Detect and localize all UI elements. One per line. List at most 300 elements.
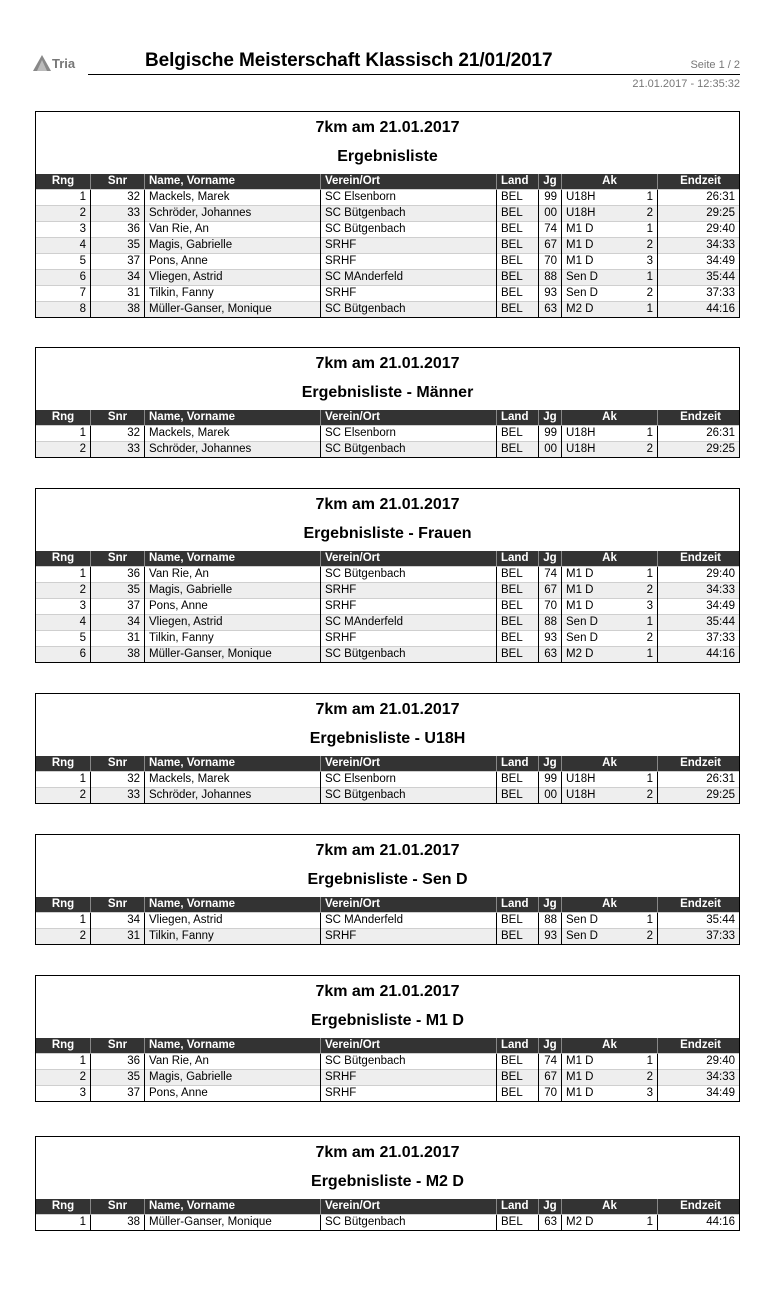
- cell-verein: SC MAnderfeld: [321, 913, 497, 929]
- table-row: [36, 286, 739, 302]
- cell-endzeit: 37:33: [658, 631, 740, 647]
- cell-snr: 35: [91, 1070, 145, 1086]
- age-class-rank: 1: [646, 568, 653, 580]
- cell-land: BEL: [497, 302, 539, 318]
- triangle-logo-icon: [33, 55, 51, 71]
- column-header-rng: Rng: [36, 1199, 91, 1215]
- cell-land: BEL: [497, 222, 539, 238]
- block-header: [36, 112, 739, 174]
- results-table: [36, 1038, 739, 1101]
- cell-land: BEL: [497, 286, 539, 302]
- cell-snr: 31: [91, 929, 145, 945]
- column-header-name: Name, Vorname: [145, 1199, 321, 1215]
- column-header-land: Land: [497, 410, 539, 426]
- cell-rng: 1: [36, 913, 91, 929]
- age-class: U18H: [566, 789, 596, 801]
- age-class: M1 D: [566, 1087, 594, 1099]
- tria-logo: [33, 54, 79, 74]
- column-header-jg: Jg: [539, 897, 562, 913]
- cell-name: Van Rie, An: [145, 222, 321, 238]
- cell-name: Magis, Gabrielle: [145, 583, 321, 599]
- column-header-ak: Ak: [562, 1038, 658, 1054]
- column-header-endzeit: Endzeit: [658, 1199, 740, 1215]
- cell-rng: 1: [36, 772, 91, 788]
- cell-snr: 38: [91, 647, 145, 663]
- table-header-row: [36, 1199, 739, 1215]
- cell-land: BEL: [497, 631, 539, 647]
- cell-name: Schröder, Johannes: [145, 442, 321, 458]
- cell-jg: 99: [539, 426, 562, 442]
- column-header-jg: Jg: [539, 756, 562, 772]
- age-class-rank: 3: [646, 600, 653, 612]
- cell-endzeit: 35:44: [658, 913, 740, 929]
- age-class: M1 D: [566, 255, 594, 267]
- cell-snr: 36: [91, 222, 145, 238]
- cell-name: Vliegen, Astrid: [145, 913, 321, 929]
- cell-ak: [562, 206, 658, 222]
- block-header: [36, 694, 739, 756]
- cell-jg: 93: [539, 929, 562, 945]
- list-title: Ergebnisliste: [337, 148, 438, 165]
- cell-snr: 33: [91, 206, 145, 222]
- table-row: [36, 1215, 739, 1231]
- cell-rng: 4: [36, 238, 91, 254]
- cell-rng: 7: [36, 286, 91, 302]
- table-row: [36, 190, 739, 206]
- list-title: Ergebnisliste - Frauen: [303, 525, 472, 542]
- column-header-endzeit: Endzeit: [658, 897, 740, 913]
- age-class: U18H: [566, 207, 596, 219]
- cell-land: BEL: [497, 1215, 539, 1231]
- cell-endzeit: 29:25: [658, 442, 740, 458]
- race-title: 7km am 21.01.2017: [315, 701, 460, 718]
- age-class: M2 D: [566, 1216, 594, 1228]
- age-class-rank: 2: [646, 207, 653, 219]
- age-class-rank: 2: [646, 584, 653, 596]
- result-block: [35, 834, 740, 945]
- cell-ak: [562, 254, 658, 270]
- result-block: [35, 347, 740, 458]
- age-class: M2 D: [566, 648, 594, 660]
- age-class: M1 D: [566, 1055, 594, 1067]
- cell-rng: 3: [36, 599, 91, 615]
- cell-land: BEL: [497, 1070, 539, 1086]
- cell-rng: 1: [36, 190, 91, 206]
- cell-name: Pons, Anne: [145, 1086, 321, 1102]
- age-class: Sen D: [566, 287, 598, 299]
- cell-jg: 74: [539, 567, 562, 583]
- cell-snr: 36: [91, 1054, 145, 1070]
- column-header-name: Name, Vorname: [145, 1038, 321, 1054]
- cell-endzeit: 29:25: [658, 788, 740, 804]
- cell-jg: 63: [539, 647, 562, 663]
- cell-jg: 70: [539, 599, 562, 615]
- cell-verein: SC Elsenborn: [321, 190, 497, 206]
- cell-snr: 31: [91, 631, 145, 647]
- column-header-land: Land: [497, 897, 539, 913]
- cell-endzeit: 37:33: [658, 929, 740, 945]
- cell-land: BEL: [497, 190, 539, 206]
- cell-ak: [562, 567, 658, 583]
- cell-endzeit: 26:31: [658, 772, 740, 788]
- column-header-jg: Jg: [539, 174, 562, 190]
- cell-ak: [562, 772, 658, 788]
- age-class: M1 D: [566, 239, 594, 251]
- column-header-land: Land: [497, 174, 539, 190]
- cell-endzeit: 44:16: [658, 1215, 740, 1231]
- cell-name: Schröder, Johannes: [145, 788, 321, 804]
- table-row: [36, 615, 739, 631]
- cell-ak: [562, 913, 658, 929]
- cell-snr: 37: [91, 254, 145, 270]
- cell-verein: SC Bütgenbach: [321, 206, 497, 222]
- cell-land: BEL: [497, 913, 539, 929]
- column-header-snr: Snr: [91, 1038, 145, 1054]
- table-row: [36, 426, 739, 442]
- cell-endzeit: 34:49: [658, 599, 740, 615]
- cell-jg: 00: [539, 206, 562, 222]
- cell-rng: 4: [36, 615, 91, 631]
- cell-endzeit: 34:49: [658, 1086, 740, 1102]
- cell-land: BEL: [497, 647, 539, 663]
- table-row: [36, 442, 739, 458]
- cell-snr: 31: [91, 286, 145, 302]
- block-header: [36, 1137, 739, 1199]
- list-title: Ergebnisliste - U18H: [309, 730, 466, 747]
- cell-name: Van Rie, An: [145, 1054, 321, 1070]
- table-row: [36, 1054, 739, 1070]
- cell-land: BEL: [497, 270, 539, 286]
- table-row: [36, 631, 739, 647]
- cell-snr: 34: [91, 615, 145, 631]
- page-header: [33, 44, 740, 92]
- cell-ak: [562, 426, 658, 442]
- cell-name: Pons, Anne: [145, 254, 321, 270]
- cell-verein: SC Bütgenbach: [321, 222, 497, 238]
- document-title: Belgische Meisterschaft Klassisch 21/01/2017: [145, 50, 553, 71]
- cell-verein: SRHF: [321, 1070, 497, 1086]
- column-header-endzeit: Endzeit: [658, 410, 740, 426]
- age-class: Sen D: [566, 616, 598, 628]
- cell-verein: SRHF: [321, 599, 497, 615]
- column-header-rng: Rng: [36, 551, 91, 567]
- cell-ak: [562, 1070, 658, 1086]
- cell-rng: 8: [36, 302, 91, 318]
- cell-verein: SC Bütgenbach: [321, 442, 497, 458]
- column-header-snr: Snr: [91, 174, 145, 190]
- cell-name: Mackels, Marek: [145, 190, 321, 206]
- column-header-ak: Ak: [562, 1199, 658, 1215]
- table-row: [36, 206, 739, 222]
- cell-ak: [562, 647, 658, 663]
- cell-jg: 67: [539, 583, 562, 599]
- column-header-rng: Rng: [36, 756, 91, 772]
- cell-verein: SRHF: [321, 238, 497, 254]
- cell-rng: 5: [36, 254, 91, 270]
- column-header-name: Name, Vorname: [145, 551, 321, 567]
- cell-rng: 2: [36, 1070, 91, 1086]
- column-header-ak: Ak: [562, 756, 658, 772]
- table-row: [36, 913, 739, 929]
- cell-verein: SC MAnderfeld: [321, 270, 497, 286]
- cell-endzeit: 29:40: [658, 1054, 740, 1070]
- table-row: [36, 647, 739, 663]
- table-row: [36, 270, 739, 286]
- cell-rng: 1: [36, 1054, 91, 1070]
- cell-snr: 34: [91, 913, 145, 929]
- column-header-snr: Snr: [91, 410, 145, 426]
- column-header-snr: Snr: [91, 897, 145, 913]
- cell-endzeit: 34:33: [658, 1070, 740, 1086]
- cell-name: Mackels, Marek: [145, 772, 321, 788]
- cell-name: Mackels, Marek: [145, 426, 321, 442]
- cell-name: Pons, Anne: [145, 599, 321, 615]
- age-class-rank: 1: [646, 191, 653, 203]
- list-title: Ergebnisliste - Männer: [301, 384, 474, 401]
- table-header-row: [36, 1038, 739, 1054]
- cell-verein: SC Elsenborn: [321, 426, 497, 442]
- age-class-rank: 1: [646, 1055, 653, 1067]
- cell-snr: 32: [91, 426, 145, 442]
- list-title: Ergebnisliste - Sen D: [307, 871, 468, 888]
- table-row: [36, 1086, 739, 1102]
- results-table: [36, 551, 739, 662]
- column-header-rng: Rng: [36, 410, 91, 426]
- race-title: 7km am 21.01.2017: [315, 842, 460, 859]
- results-table: [36, 410, 739, 457]
- cell-endzeit: 26:31: [658, 190, 740, 206]
- cell-jg: 99: [539, 190, 562, 206]
- age-class-rank: 3: [646, 255, 653, 267]
- results-table: [36, 897, 739, 944]
- column-header-ak: Ak: [562, 410, 658, 426]
- cell-endzeit: 29:25: [658, 206, 740, 222]
- cell-ak: [562, 1086, 658, 1102]
- block-header: [36, 976, 739, 1038]
- cell-verein: SC Bütgenbach: [321, 1054, 497, 1070]
- table-row: [36, 567, 739, 583]
- age-class: M1 D: [566, 223, 594, 235]
- cell-ak: [562, 222, 658, 238]
- cell-jg: 00: [539, 788, 562, 804]
- column-header-ak: Ak: [562, 551, 658, 567]
- cell-rng: 2: [36, 206, 91, 222]
- age-class-rank: 2: [646, 443, 653, 455]
- age-class-rank: 1: [646, 773, 653, 785]
- column-header-land: Land: [497, 1199, 539, 1215]
- table-row: [36, 788, 739, 804]
- age-class-rank: 2: [646, 239, 653, 251]
- age-class-rank: 1: [646, 223, 653, 235]
- cell-land: BEL: [497, 206, 539, 222]
- cell-verein: SRHF: [321, 929, 497, 945]
- cell-verein: SRHF: [321, 631, 497, 647]
- table-header-row: [36, 756, 739, 772]
- cell-land: BEL: [497, 442, 539, 458]
- cell-ak: [562, 302, 658, 318]
- cell-endzeit: 29:40: [658, 222, 740, 238]
- cell-snr: 37: [91, 1086, 145, 1102]
- cell-endzeit: 35:44: [658, 615, 740, 631]
- cell-name: Tilkin, Fanny: [145, 929, 321, 945]
- cell-verein: SRHF: [321, 286, 497, 302]
- age-class-rank: 2: [646, 1071, 653, 1083]
- results-table: [36, 756, 739, 803]
- cell-name: Müller-Ganser, Monique: [145, 302, 321, 318]
- age-class: Sen D: [566, 632, 598, 644]
- cell-verein: SC Bütgenbach: [321, 302, 497, 318]
- cell-verein: SC Bütgenbach: [321, 567, 497, 583]
- column-header-snr: Snr: [91, 551, 145, 567]
- age-class-rank: 1: [646, 427, 653, 439]
- table-row: [36, 583, 739, 599]
- result-block: [35, 693, 740, 804]
- age-class-rank: 2: [646, 632, 653, 644]
- cell-ak: [562, 1215, 658, 1231]
- age-class: M1 D: [566, 600, 594, 612]
- table-row: [36, 222, 739, 238]
- age-class-rank: 1: [646, 914, 653, 926]
- cell-snr: 38: [91, 1215, 145, 1231]
- race-title: 7km am 21.01.2017: [315, 496, 460, 513]
- cell-land: BEL: [497, 583, 539, 599]
- cell-endzeit: 44:16: [658, 302, 740, 318]
- cell-jg: 93: [539, 286, 562, 302]
- cell-name: Schröder, Johannes: [145, 206, 321, 222]
- column-header-rng: Rng: [36, 174, 91, 190]
- cell-ak: [562, 442, 658, 458]
- results-table: [36, 174, 739, 317]
- age-class-rank: 1: [646, 616, 653, 628]
- header-divider: [88, 74, 740, 75]
- cell-endzeit: 26:31: [658, 426, 740, 442]
- cell-endzeit: 34:33: [658, 238, 740, 254]
- age-class: Sen D: [566, 914, 598, 926]
- cell-jg: 74: [539, 1054, 562, 1070]
- column-header-jg: Jg: [539, 410, 562, 426]
- cell-name: Vliegen, Astrid: [145, 270, 321, 286]
- cell-jg: 70: [539, 1086, 562, 1102]
- table-row: [36, 1070, 739, 1086]
- cell-land: BEL: [497, 238, 539, 254]
- age-class: U18H: [566, 427, 596, 439]
- column-header-verein: Verein/Ort: [321, 1038, 497, 1054]
- cell-jg: 70: [539, 254, 562, 270]
- cell-land: BEL: [497, 1054, 539, 1070]
- block-header: [36, 348, 739, 410]
- column-header-ak: Ak: [562, 174, 658, 190]
- cell-land: BEL: [497, 929, 539, 945]
- cell-jg: 63: [539, 1215, 562, 1231]
- cell-rng: 5: [36, 631, 91, 647]
- cell-verein: SC Bütgenbach: [321, 788, 497, 804]
- cell-ak: [562, 238, 658, 254]
- age-class-rank: 1: [646, 648, 653, 660]
- result-block: [35, 111, 740, 318]
- cell-jg: 63: [539, 302, 562, 318]
- cell-jg: 88: [539, 270, 562, 286]
- table-row: [36, 254, 739, 270]
- age-class-rank: 2: [646, 930, 653, 942]
- column-header-verein: Verein/Ort: [321, 756, 497, 772]
- age-class-rank: 1: [646, 303, 653, 315]
- cell-ak: [562, 788, 658, 804]
- cell-rng: 1: [36, 426, 91, 442]
- age-class-rank: 3: [646, 1087, 653, 1099]
- cell-rng: 6: [36, 647, 91, 663]
- column-header-verein: Verein/Ort: [321, 897, 497, 913]
- cell-snr: 35: [91, 583, 145, 599]
- column-header-jg: Jg: [539, 551, 562, 567]
- table-header-row: [36, 897, 739, 913]
- cell-rng: 2: [36, 583, 91, 599]
- race-title: 7km am 21.01.2017: [315, 983, 460, 1000]
- column-header-snr: Snr: [91, 1199, 145, 1215]
- age-class: M2 D: [566, 303, 594, 315]
- cell-snr: 33: [91, 788, 145, 804]
- age-class: M1 D: [566, 568, 594, 580]
- cell-verein: SC MAnderfeld: [321, 615, 497, 631]
- column-header-verein: Verein/Ort: [321, 1199, 497, 1215]
- cell-rng: 2: [36, 929, 91, 945]
- cell-jg: 93: [539, 631, 562, 647]
- race-title: 7km am 21.01.2017: [315, 119, 460, 136]
- cell-ak: [562, 929, 658, 945]
- column-header-endzeit: Endzeit: [658, 756, 740, 772]
- column-header-rng: Rng: [36, 1038, 91, 1054]
- age-class-rank: 1: [646, 271, 653, 283]
- cell-ak: [562, 1054, 658, 1070]
- cell-verein: SRHF: [321, 1086, 497, 1102]
- cell-endzeit: 29:40: [658, 567, 740, 583]
- cell-snr: 32: [91, 772, 145, 788]
- cell-rng: 3: [36, 1086, 91, 1102]
- race-title: 7km am 21.01.2017: [315, 1144, 460, 1161]
- cell-snr: 34: [91, 270, 145, 286]
- result-block: [35, 975, 740, 1102]
- cell-jg: 88: [539, 913, 562, 929]
- column-header-verein: Verein/Ort: [321, 174, 497, 190]
- cell-ak: [562, 583, 658, 599]
- page-number: Seite 1 / 2: [690, 59, 740, 71]
- cell-rng: 2: [36, 442, 91, 458]
- cell-name: Magis, Gabrielle: [145, 1070, 321, 1086]
- table-row: [36, 929, 739, 945]
- cell-land: BEL: [497, 615, 539, 631]
- cell-ak: [562, 190, 658, 206]
- table-header-row: [36, 174, 739, 190]
- cell-snr: 36: [91, 567, 145, 583]
- cell-name: Van Rie, An: [145, 567, 321, 583]
- cell-ak: [562, 615, 658, 631]
- cell-jg: 00: [539, 442, 562, 458]
- cell-verein: SRHF: [321, 254, 497, 270]
- column-header-jg: Jg: [539, 1199, 562, 1215]
- cell-land: BEL: [497, 567, 539, 583]
- age-class: U18H: [566, 443, 596, 455]
- cell-rng: 1: [36, 1215, 91, 1231]
- age-class: M1 D: [566, 1071, 594, 1083]
- cell-ak: [562, 631, 658, 647]
- cell-endzeit: 34:49: [658, 254, 740, 270]
- column-header-name: Name, Vorname: [145, 174, 321, 190]
- column-header-name: Name, Vorname: [145, 897, 321, 913]
- block-header: [36, 835, 739, 897]
- results-table: [36, 1199, 739, 1230]
- column-header-land: Land: [497, 1038, 539, 1054]
- block-header: [36, 489, 739, 551]
- print-datetime: 21.01.2017 - 12:35:32: [632, 78, 740, 90]
